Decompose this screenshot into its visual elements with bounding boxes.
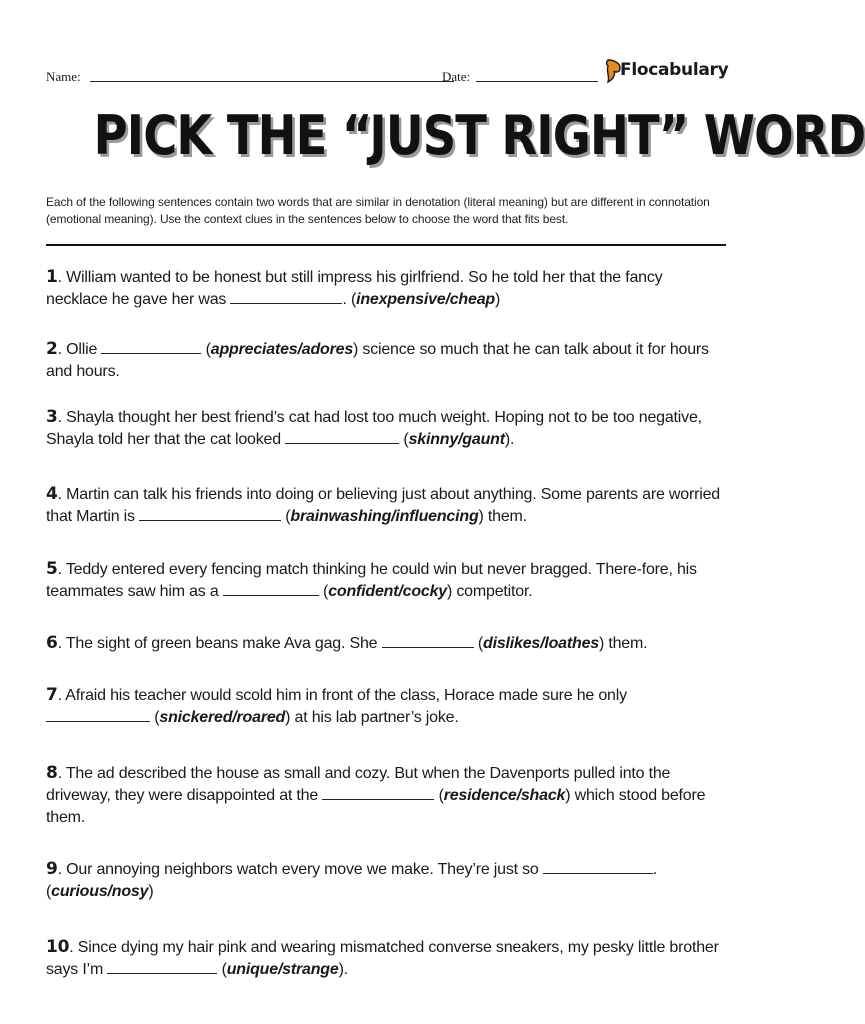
divider: [46, 244, 726, 246]
question-number: 7: [46, 685, 58, 705]
question-item: [46, 684, 726, 729]
question-item: [46, 266, 726, 311]
question-end: ) competitor.: [447, 583, 533, 600]
question-end: ) which stood before them.: [46, 787, 706, 826]
question-punct: (: [434, 787, 444, 804]
question-number: 4: [46, 484, 58, 504]
question-text: . Our annoying neighbors watch every move we make. They’re just so: [57, 861, 543, 878]
question-item: [46, 936, 726, 981]
question-punct: . (: [342, 291, 357, 308]
question-text: . Afraid his teacher would scold him in front of the class, Horace made sure he only: [57, 687, 627, 704]
question-item: [46, 632, 726, 655]
question-punct: (: [281, 508, 291, 525]
question-text: . The ad described the house as small and cozy. But when the Davenports pulled into the driveway, they were disappointed at the: [46, 765, 671, 804]
question-punct: (: [318, 583, 329, 600]
answer-blank[interactable]: [101, 339, 201, 354]
flocabulary-logo: [604, 58, 734, 88]
question-text: . The sight of green beans make Ava gag. She: [57, 635, 382, 652]
question-end: ) science so much that he can talk about it for hours and hours.: [46, 341, 709, 380]
question-end: ) at his lab partner’s joke.: [285, 709, 459, 726]
question-punct: (: [217, 961, 227, 978]
instructions-text: Each of the following sentences contain two words that are similar in denotation (literal meaning) but are different in connotation (emotional meaning). Use the context clues in the sentences below to choose the word that fits best.: [46, 195, 710, 226]
page-title: PICK THE “JUST RIGHT” WORD: [93, 104, 865, 167]
question-number: 8: [46, 763, 58, 783]
word-choices: dislikes/loathes: [483, 635, 599, 652]
answer-blank[interactable]: [223, 581, 319, 596]
question-number: 5: [46, 559, 58, 579]
word-choices: confident/cocky: [328, 583, 447, 600]
date-input-line[interactable]: [476, 81, 598, 82]
word-choices: curious/nosy: [51, 883, 149, 900]
answer-blank[interactable]: [46, 707, 150, 722]
answer-blank[interactable]: [107, 959, 217, 974]
question-punct: . (: [46, 861, 658, 900]
question-item: [46, 558, 726, 603]
word-choices: residence/shack: [443, 787, 566, 804]
question-punct: (: [150, 709, 160, 726]
word-choices: snickered/roared: [159, 709, 286, 726]
question-item: [46, 858, 726, 903]
question-end: ).: [338, 961, 348, 978]
question-number: 1: [46, 267, 58, 287]
question-item: [46, 483, 726, 528]
answer-blank[interactable]: [285, 429, 399, 444]
question-punct: (: [473, 635, 483, 652]
answer-blank[interactable]: [230, 289, 342, 304]
question-end: ) them.: [598, 635, 648, 652]
question-item: [46, 762, 726, 829]
answer-blank[interactable]: [382, 633, 474, 648]
question-punct: (: [201, 341, 211, 358]
question-item: [46, 338, 726, 383]
word-choices: unique/strange: [226, 961, 339, 978]
question-punct: (: [399, 431, 409, 448]
logo-text: Flocabulary: [620, 60, 729, 80]
question-text: . Martin can talk his friends into doing or believing just about anything. Some parents are worried that Martin is: [46, 486, 720, 525]
question-item: [46, 406, 726, 451]
answer-blank[interactable]: [322, 785, 434, 800]
question-number: 6: [46, 633, 58, 653]
date-label: Date:: [442, 69, 471, 84]
question-text: . Since dying my hair pink and wearing mismatched converse sneakers, my pesky little brother says I’m: [46, 939, 719, 978]
question-end: ): [148, 883, 154, 900]
name-label: Name:: [46, 69, 81, 84]
question-end: ).: [504, 431, 515, 448]
question-text: . Teddy entered every fencing match thinking he could win but never bragged. There-fore, his teammates saw him as a: [46, 561, 697, 600]
question-number: 9: [46, 859, 58, 879]
answer-blank[interactable]: [139, 506, 281, 521]
question-number: 3: [46, 407, 58, 427]
header-row: [46, 60, 729, 90]
word-choices: appreciates/adores: [210, 341, 354, 358]
name-input-line[interactable]: [90, 81, 454, 82]
question-end: ): [494, 291, 501, 308]
question-number: 10: [46, 937, 70, 957]
word-choices: brainwashing/influencing: [290, 508, 479, 525]
question-text: . Shayla thought her best friend’s cat had lost too much weight. Hoping not to be too negative, Shayla told her that the cat looked: [46, 409, 702, 448]
word-choices: inexpensive/cheap: [356, 291, 495, 308]
question-number: 2: [46, 339, 58, 359]
question-text: . Ollie: [57, 341, 102, 358]
question-end: ) them.: [478, 508, 527, 525]
answer-blank[interactable]: [543, 859, 653, 874]
question-text: . William wanted to be honest but still impress his girlfriend. So he told her that the fancy necklace he gave her was: [46, 269, 663, 308]
word-choices: skinny/gaunt: [408, 431, 505, 448]
